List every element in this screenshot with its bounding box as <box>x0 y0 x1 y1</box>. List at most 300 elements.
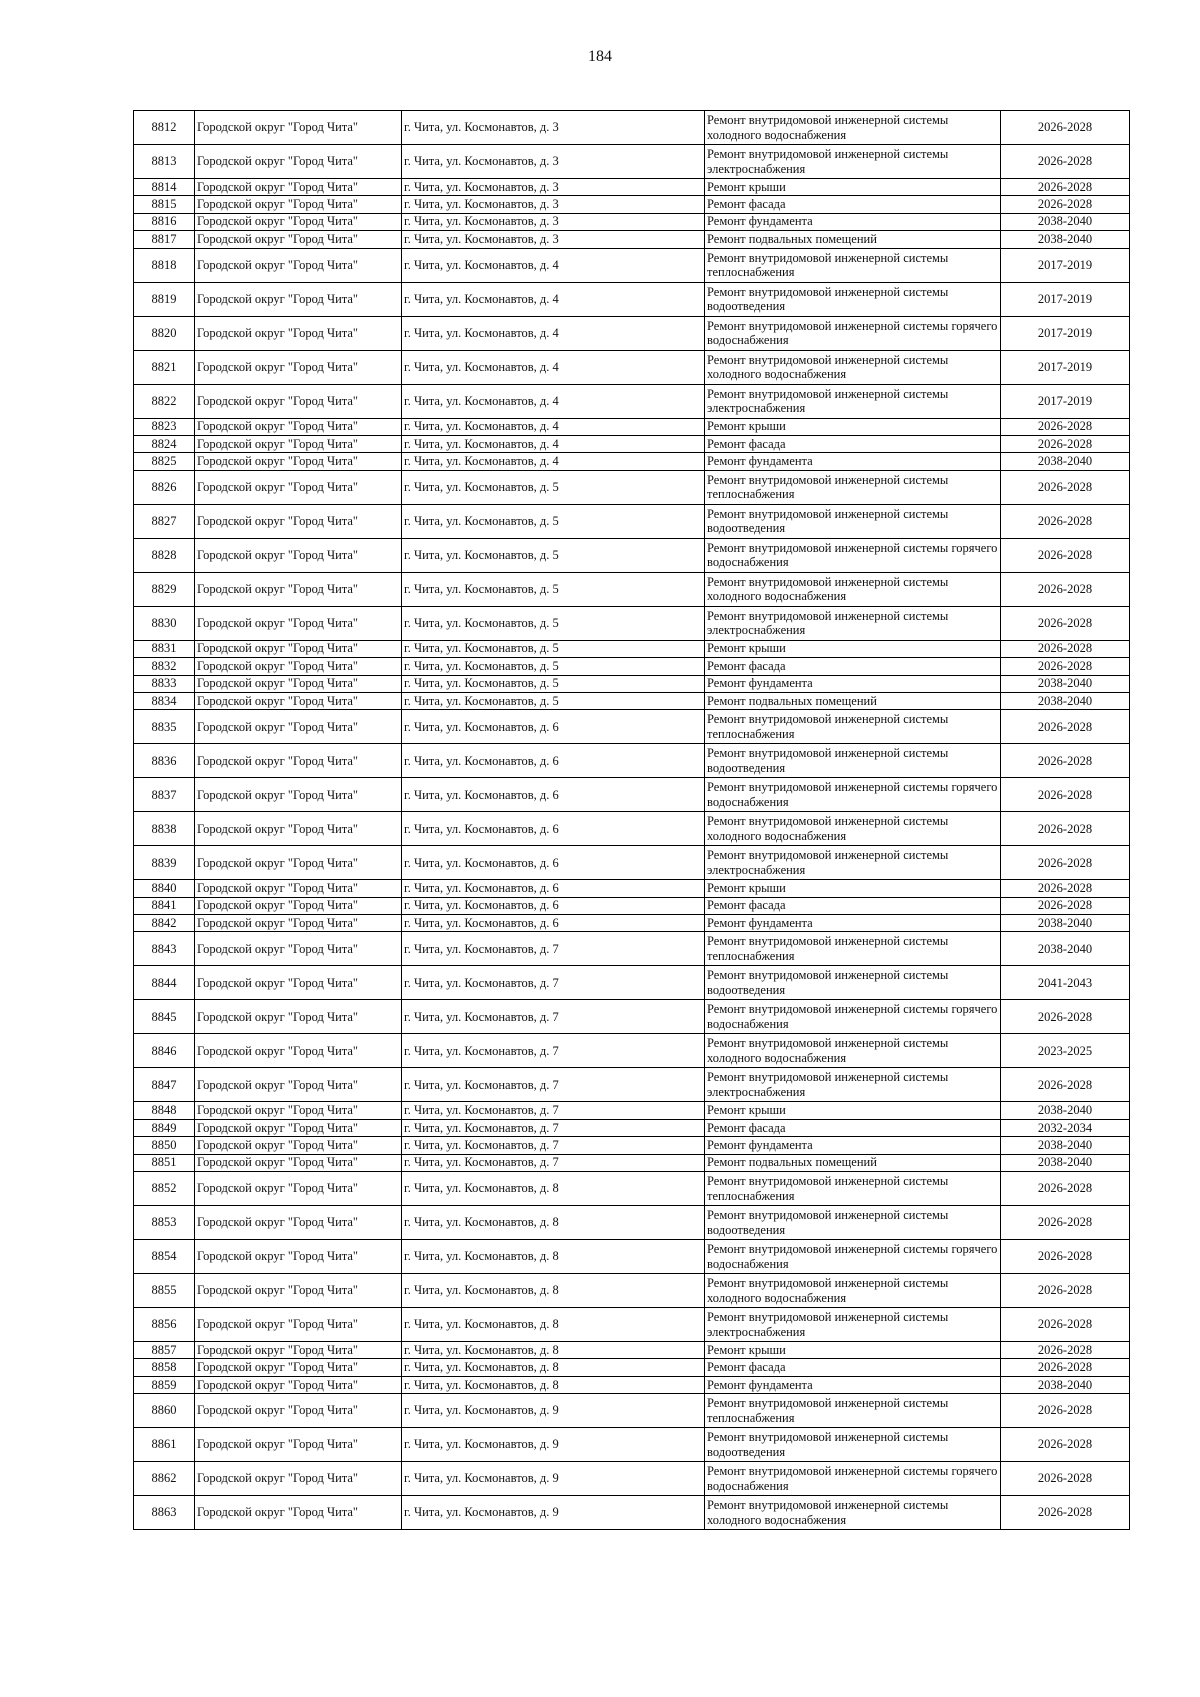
row-number: 8853 <box>134 1206 195 1240</box>
address-cell: г. Чита, ул. Космонавтов, д. 5 <box>402 640 705 657</box>
work-type-cell: Ремонт внутридомовой инженерной системы электроснабжения <box>705 145 1001 179</box>
period-cell: 2017-2019 <box>1001 316 1130 350</box>
table-row <box>134 1308 1130 1342</box>
table-row <box>134 1240 1130 1274</box>
address-cell: г. Чита, ул. Космонавтов, д. 6 <box>402 880 705 897</box>
address-cell: г. Чита, ул. Космонавтов, д. 7 <box>402 1119 705 1136</box>
row-number: 8825 <box>134 453 195 470</box>
table-row <box>134 418 1130 435</box>
address-cell: г. Чита, ул. Космонавтов, д. 4 <box>402 316 705 350</box>
row-number: 8858 <box>134 1359 195 1376</box>
table-row <box>134 1428 1130 1462</box>
municipality-cell: Городской округ "Город Чита" <box>195 932 402 966</box>
municipality-cell: Городской округ "Город Чита" <box>195 1119 402 1136</box>
work-type-cell: Ремонт крыши <box>705 1102 1001 1119</box>
row-number: 8828 <box>134 538 195 572</box>
work-type-cell: Ремонт фасада <box>705 1359 1001 1376</box>
address-cell: г. Чита, ул. Космонавтов, д. 5 <box>402 538 705 572</box>
work-type-cell: Ремонт внутридомовой инженерной системы электроснабжения <box>705 606 1001 640</box>
table-row <box>134 915 1130 932</box>
address-cell: г. Чита, ул. Космонавтов, д. 6 <box>402 778 705 812</box>
municipality-cell: Городской округ "Город Чита" <box>195 1000 402 1034</box>
period-cell: 2026-2028 <box>1001 1308 1130 1342</box>
table-row <box>134 1274 1130 1308</box>
address-cell: г. Чита, ул. Космонавтов, д. 4 <box>402 350 705 384</box>
work-type-cell: Ремонт внутридомовой инженерной системы теплоснабжения <box>705 932 1001 966</box>
table-row <box>134 966 1130 1000</box>
table-row <box>134 710 1130 744</box>
table-row <box>134 213 1130 230</box>
work-type-cell: Ремонт внутридомовой инженерной системы холодного водоснабжения <box>705 1496 1001 1530</box>
municipality-cell: Городской округ "Город Чита" <box>195 248 402 282</box>
table-row <box>134 179 1130 196</box>
row-number: 8835 <box>134 710 195 744</box>
period-cell: 2026-2028 <box>1001 658 1130 675</box>
work-type-cell: Ремонт подвальных помещений <box>705 692 1001 709</box>
work-type-cell: Ремонт внутридомовой инженерной системы теплоснабжения <box>705 470 1001 504</box>
municipality-cell: Городской округ "Город Чита" <box>195 744 402 778</box>
row-number: 8856 <box>134 1308 195 1342</box>
period-cell: 2026-2028 <box>1001 1274 1130 1308</box>
table-row <box>134 572 1130 606</box>
row-number: 8841 <box>134 897 195 914</box>
row-number: 8816 <box>134 213 195 230</box>
address-cell: г. Чита, ул. Космонавтов, д. 6 <box>402 897 705 914</box>
address-cell: г. Чита, ул. Космонавтов, д. 7 <box>402 1137 705 1154</box>
address-cell: г. Чита, ул. Космонавтов, д. 3 <box>402 231 705 248</box>
work-type-cell: Ремонт фундамента <box>705 675 1001 692</box>
work-type-cell: Ремонт внутридомовой инженерной системы холодного водоснабжения <box>705 572 1001 606</box>
address-cell: г. Чита, ул. Космонавтов, д. 7 <box>402 1102 705 1119</box>
municipality-cell: Городской округ "Город Чита" <box>195 282 402 316</box>
address-cell: г. Чита, ул. Космонавтов, д. 8 <box>402 1206 705 1240</box>
table-body <box>134 111 1130 1530</box>
table-row <box>134 145 1130 179</box>
address-cell: г. Чита, ул. Космонавтов, д. 7 <box>402 1068 705 1102</box>
address-cell: г. Чита, ул. Космонавтов, д. 7 <box>402 1000 705 1034</box>
period-cell: 2017-2019 <box>1001 350 1130 384</box>
row-number: 8840 <box>134 880 195 897</box>
period-cell: 2026-2028 <box>1001 1428 1130 1462</box>
row-number: 8817 <box>134 231 195 248</box>
municipality-cell: Городской округ "Город Чита" <box>195 1206 402 1240</box>
address-cell: г. Чита, ул. Космонавтов, д. 8 <box>402 1274 705 1308</box>
period-cell: 2026-2028 <box>1001 880 1130 897</box>
municipality-cell: Городской округ "Город Чита" <box>195 1172 402 1206</box>
municipality-cell: Городской округ "Город Чита" <box>195 1137 402 1154</box>
period-cell: 2023-2025 <box>1001 1034 1130 1068</box>
municipality-cell: Городской округ "Город Чита" <box>195 915 402 932</box>
table-row <box>134 658 1130 675</box>
work-type-cell: Ремонт крыши <box>705 1342 1001 1359</box>
municipality-cell: Городской округ "Город Чита" <box>195 435 402 452</box>
period-cell: 2017-2019 <box>1001 248 1130 282</box>
address-cell: г. Чита, ул. Космонавтов, д. 4 <box>402 384 705 418</box>
row-number: 8839 <box>134 846 195 880</box>
address-cell: г. Чита, ул. Космонавтов, д. 5 <box>402 606 705 640</box>
table-row <box>134 675 1130 692</box>
period-cell: 2038-2040 <box>1001 915 1130 932</box>
work-type-cell: Ремонт фундамента <box>705 915 1001 932</box>
row-number: 8827 <box>134 504 195 538</box>
period-cell: 2038-2040 <box>1001 692 1130 709</box>
work-type-cell: Ремонт внутридомовой инженерной системы теплоснабжения <box>705 1394 1001 1428</box>
address-cell: г. Чита, ул. Космонавтов, д. 5 <box>402 504 705 538</box>
municipality-cell: Городской округ "Город Чита" <box>195 812 402 846</box>
table-row <box>134 1496 1130 1530</box>
work-type-cell: Ремонт фасада <box>705 658 1001 675</box>
period-cell: 2026-2028 <box>1001 418 1130 435</box>
table-row <box>134 1376 1130 1393</box>
address-cell: г. Чита, ул. Космонавтов, д. 9 <box>402 1428 705 1462</box>
table-row <box>134 606 1130 640</box>
table-row <box>134 196 1130 213</box>
address-cell: г. Чита, ул. Космонавтов, д. 5 <box>402 692 705 709</box>
row-number: 8830 <box>134 606 195 640</box>
address-cell: г. Чита, ул. Космонавтов, д. 5 <box>402 572 705 606</box>
table-row <box>134 1394 1130 1428</box>
row-number: 8821 <box>134 350 195 384</box>
row-number: 8815 <box>134 196 195 213</box>
work-type-cell: Ремонт внутридомовой инженерной системы водоотведения <box>705 1428 1001 1462</box>
period-cell: 2026-2028 <box>1001 606 1130 640</box>
period-cell: 2038-2040 <box>1001 932 1130 966</box>
municipality-cell: Городской округ "Город Чита" <box>195 966 402 1000</box>
work-type-cell: Ремонт фундамента <box>705 213 1001 230</box>
municipality-cell: Городской округ "Город Чита" <box>195 1034 402 1068</box>
municipality-cell: Городской округ "Город Чита" <box>195 538 402 572</box>
table-row <box>134 880 1130 897</box>
row-number: 8833 <box>134 675 195 692</box>
work-type-cell: Ремонт внутридомовой инженерной системы холодного водоснабжения <box>705 812 1001 846</box>
repair-schedule-table <box>133 110 1130 1530</box>
work-type-cell: Ремонт внутридомовой инженерной системы электроснабжения <box>705 1068 1001 1102</box>
work-type-cell: Ремонт внутридомовой инженерной системы теплоснабжения <box>705 248 1001 282</box>
address-cell: г. Чита, ул. Космонавтов, д. 7 <box>402 1034 705 1068</box>
row-number: 8838 <box>134 812 195 846</box>
municipality-cell: Городской округ "Город Чита" <box>195 196 402 213</box>
address-cell: г. Чита, ул. Космонавтов, д. 9 <box>402 1462 705 1496</box>
row-number: 8851 <box>134 1154 195 1171</box>
address-cell: г. Чита, ул. Космонавтов, д. 4 <box>402 282 705 316</box>
address-cell: г. Чита, ул. Космонавтов, д. 3 <box>402 145 705 179</box>
address-cell: г. Чита, ул. Космонавтов, д. 7 <box>402 932 705 966</box>
row-number: 8819 <box>134 282 195 316</box>
municipality-cell: Городской округ "Город Чита" <box>195 111 402 145</box>
work-type-cell: Ремонт фасада <box>705 897 1001 914</box>
table-row <box>134 1342 1130 1359</box>
row-number: 8861 <box>134 1428 195 1462</box>
work-type-cell: Ремонт крыши <box>705 418 1001 435</box>
municipality-cell: Городской округ "Город Чита" <box>195 897 402 914</box>
table-row <box>134 538 1130 572</box>
row-number: 8847 <box>134 1068 195 1102</box>
period-cell: 2038-2040 <box>1001 213 1130 230</box>
address-cell: г. Чита, ул. Космонавтов, д. 4 <box>402 435 705 452</box>
work-type-cell: Ремонт подвальных помещений <box>705 231 1001 248</box>
work-type-cell: Ремонт крыши <box>705 640 1001 657</box>
table-row <box>134 384 1130 418</box>
address-cell: г. Чита, ул. Космонавтов, д. 3 <box>402 179 705 196</box>
period-cell: 2026-2028 <box>1001 1240 1130 1274</box>
period-cell: 2038-2040 <box>1001 1376 1130 1393</box>
work-type-cell: Ремонт фасада <box>705 435 1001 452</box>
row-number: 8837 <box>134 778 195 812</box>
work-type-cell: Ремонт крыши <box>705 179 1001 196</box>
table-row <box>134 1102 1130 1119</box>
table-row <box>134 744 1130 778</box>
work-type-cell: Ремонт внутридомовой инженерной системы электроснабжения <box>705 1308 1001 1342</box>
period-cell: 2026-2028 <box>1001 179 1130 196</box>
table-row <box>134 1154 1130 1171</box>
row-number: 8822 <box>134 384 195 418</box>
work-type-cell: Ремонт подвальных помещений <box>705 1154 1001 1171</box>
work-type-cell: Ремонт внутридомовой инженерной системы холодного водоснабжения <box>705 1274 1001 1308</box>
period-cell: 2026-2028 <box>1001 778 1130 812</box>
row-number: 8829 <box>134 572 195 606</box>
period-cell: 2038-2040 <box>1001 1137 1130 1154</box>
municipality-cell: Городской округ "Город Чита" <box>195 710 402 744</box>
municipality-cell: Городской округ "Город Чита" <box>195 692 402 709</box>
table-row <box>134 1137 1130 1154</box>
row-number: 8844 <box>134 966 195 1000</box>
address-cell: г. Чита, ул. Космонавтов, д. 5 <box>402 470 705 504</box>
page-number: 184 <box>588 48 612 65</box>
table-row <box>134 846 1130 880</box>
table-row <box>134 435 1130 452</box>
municipality-cell: Городской округ "Город Чита" <box>195 606 402 640</box>
work-type-cell: Ремонт внутридомовой инженерной системы горячего водоснабжения <box>705 1462 1001 1496</box>
table-row <box>134 932 1130 966</box>
period-cell: 2026-2028 <box>1001 1000 1130 1034</box>
work-type-cell: Ремонт крыши <box>705 880 1001 897</box>
period-cell: 2026-2028 <box>1001 1359 1130 1376</box>
municipality-cell: Городской округ "Город Чита" <box>195 1496 402 1530</box>
work-type-cell: Ремонт фундамента <box>705 1376 1001 1393</box>
period-cell: 2026-2028 <box>1001 846 1130 880</box>
period-cell: 2026-2028 <box>1001 1496 1130 1530</box>
address-cell: г. Чита, ул. Космонавтов, д. 9 <box>402 1394 705 1428</box>
work-type-cell: Ремонт внутридомовой инженерной системы горячего водоснабжения <box>705 538 1001 572</box>
address-cell: г. Чита, ул. Космонавтов, д. 3 <box>402 213 705 230</box>
row-number: 8848 <box>134 1102 195 1119</box>
period-cell: 2026-2028 <box>1001 196 1130 213</box>
work-type-cell: Ремонт фасада <box>705 1119 1001 1136</box>
municipality-cell: Городской округ "Город Чита" <box>195 350 402 384</box>
work-type-cell: Ремонт фундамента <box>705 453 1001 470</box>
row-number: 8850 <box>134 1137 195 1154</box>
work-type-cell: Ремонт внутридомовой инженерной системы теплоснабжения <box>705 1172 1001 1206</box>
municipality-cell: Городской округ "Город Чита" <box>195 1394 402 1428</box>
row-number: 8812 <box>134 111 195 145</box>
row-number: 8814 <box>134 179 195 196</box>
work-type-cell: Ремонт внутридомовой инженерной системы электроснабжения <box>705 846 1001 880</box>
municipality-cell: Городской округ "Город Чита" <box>195 1342 402 1359</box>
row-number: 8831 <box>134 640 195 657</box>
table-row <box>134 248 1130 282</box>
row-number: 8846 <box>134 1034 195 1068</box>
period-cell: 2026-2028 <box>1001 504 1130 538</box>
municipality-cell: Городской округ "Город Чита" <box>195 658 402 675</box>
period-cell: 2026-2028 <box>1001 435 1130 452</box>
municipality-cell: Городской округ "Город Чита" <box>195 316 402 350</box>
period-cell: 2038-2040 <box>1001 1154 1130 1171</box>
municipality-cell: Городской округ "Город Чита" <box>195 453 402 470</box>
row-number: 8854 <box>134 1240 195 1274</box>
municipality-cell: Городской округ "Город Чита" <box>195 675 402 692</box>
table-row <box>134 504 1130 538</box>
table-row <box>134 231 1130 248</box>
work-type-cell: Ремонт фундамента <box>705 1137 1001 1154</box>
work-type-cell: Ремонт внутридомовой инженерной системы водоотведения <box>705 966 1001 1000</box>
work-type-cell: Ремонт внутридомовой инженерной системы горячего водоснабжения <box>705 1240 1001 1274</box>
period-cell: 2026-2028 <box>1001 538 1130 572</box>
work-type-cell: Ремонт внутридомовой инженерной системы водоотведения <box>705 504 1001 538</box>
municipality-cell: Городской округ "Город Чита" <box>195 418 402 435</box>
address-cell: г. Чита, ул. Космонавтов, д. 4 <box>402 453 705 470</box>
row-number: 8818 <box>134 248 195 282</box>
address-cell: г. Чита, ул. Космонавтов, д. 5 <box>402 658 705 675</box>
period-cell: 2026-2028 <box>1001 710 1130 744</box>
work-type-cell: Ремонт внутридомовой инженерной системы теплоснабжения <box>705 710 1001 744</box>
address-cell: г. Чита, ул. Космонавтов, д. 3 <box>402 111 705 145</box>
period-cell: 2041-2043 <box>1001 966 1130 1000</box>
work-type-cell: Ремонт внутридомовой инженерной системы холодного водоснабжения <box>705 1034 1001 1068</box>
address-cell: г. Чита, ул. Космонавтов, д. 6 <box>402 915 705 932</box>
period-cell: 2026-2028 <box>1001 111 1130 145</box>
table-row <box>134 316 1130 350</box>
period-cell: 2026-2028 <box>1001 1342 1130 1359</box>
municipality-cell: Городской округ "Город Чита" <box>195 213 402 230</box>
work-type-cell: Ремонт внутридомовой инженерной системы горячего водоснабжения <box>705 1000 1001 1034</box>
municipality-cell: Городской округ "Город Чита" <box>195 1068 402 1102</box>
work-type-cell: Ремонт внутридомовой инженерной системы водоотведения <box>705 1206 1001 1240</box>
table-row <box>134 350 1130 384</box>
address-cell: г. Чита, ул. Космонавтов, д. 6 <box>402 710 705 744</box>
address-cell: г. Чита, ул. Космонавтов, д. 6 <box>402 812 705 846</box>
municipality-cell: Городской округ "Город Чита" <box>195 1240 402 1274</box>
period-cell: 2026-2028 <box>1001 812 1130 846</box>
period-cell: 2017-2019 <box>1001 384 1130 418</box>
row-number: 8862 <box>134 1462 195 1496</box>
row-number: 8860 <box>134 1394 195 1428</box>
period-cell: 2026-2028 <box>1001 1394 1130 1428</box>
municipality-cell: Городской округ "Город Чита" <box>195 1154 402 1171</box>
row-number: 8824 <box>134 435 195 452</box>
work-type-cell: Ремонт внутридомовой инженерной системы электроснабжения <box>705 384 1001 418</box>
address-cell: г. Чита, ул. Космонавтов, д. 9 <box>402 1496 705 1530</box>
municipality-cell: Городской округ "Город Чита" <box>195 384 402 418</box>
municipality-cell: Городской округ "Город Чита" <box>195 572 402 606</box>
municipality-cell: Городской округ "Город Чита" <box>195 1274 402 1308</box>
period-cell: 2026-2028 <box>1001 572 1130 606</box>
municipality-cell: Городской округ "Город Чита" <box>195 504 402 538</box>
period-cell: 2038-2040 <box>1001 231 1130 248</box>
row-number: 8836 <box>134 744 195 778</box>
row-number: 8813 <box>134 145 195 179</box>
period-cell: 2026-2028 <box>1001 470 1130 504</box>
address-cell: г. Чита, ул. Космонавтов, д. 8 <box>402 1240 705 1274</box>
municipality-cell: Городской округ "Город Чита" <box>195 145 402 179</box>
table-row <box>134 640 1130 657</box>
municipality-cell: Городской округ "Город Чита" <box>195 880 402 897</box>
row-number: 8834 <box>134 692 195 709</box>
period-cell: 2026-2028 <box>1001 1462 1130 1496</box>
address-cell: г. Чита, ул. Космонавтов, д. 3 <box>402 196 705 213</box>
municipality-cell: Городской округ "Город Чита" <box>195 640 402 657</box>
address-cell: г. Чита, ул. Космонавтов, д. 6 <box>402 846 705 880</box>
period-cell: 2026-2028 <box>1001 1206 1130 1240</box>
period-cell: 2038-2040 <box>1001 453 1130 470</box>
municipality-cell: Городской округ "Город Чита" <box>195 846 402 880</box>
row-number: 8843 <box>134 932 195 966</box>
address-cell: г. Чита, ул. Космонавтов, д. 6 <box>402 744 705 778</box>
row-number: 8859 <box>134 1376 195 1393</box>
row-number: 8855 <box>134 1274 195 1308</box>
row-number: 8845 <box>134 1000 195 1034</box>
table-row <box>134 1359 1130 1376</box>
table-row <box>134 1000 1130 1034</box>
table-row <box>134 1206 1130 1240</box>
table-row <box>134 1068 1130 1102</box>
period-cell: 2032-2034 <box>1001 1119 1130 1136</box>
work-type-cell: Ремонт внутридомовой инженерной системы холодного водоснабжения <box>705 350 1001 384</box>
municipality-cell: Городской округ "Город Чита" <box>195 778 402 812</box>
work-type-cell: Ремонт внутридомовой инженерной системы водоотведения <box>705 282 1001 316</box>
work-type-cell: Ремонт внутридомовой инженерной системы горячего водоснабжения <box>705 316 1001 350</box>
address-cell: г. Чита, ул. Космонавтов, д. 7 <box>402 1154 705 1171</box>
municipality-cell: Городской округ "Город Чита" <box>195 231 402 248</box>
address-cell: г. Чита, ул. Космонавтов, д. 8 <box>402 1376 705 1393</box>
row-number: 8842 <box>134 915 195 932</box>
period-cell: 2017-2019 <box>1001 282 1130 316</box>
row-number: 8849 <box>134 1119 195 1136</box>
table-row <box>134 470 1130 504</box>
row-number: 8826 <box>134 470 195 504</box>
table-row <box>134 1119 1130 1136</box>
address-cell: г. Чита, ул. Космонавтов, д. 4 <box>402 418 705 435</box>
period-cell: 2026-2028 <box>1001 640 1130 657</box>
work-type-cell: Ремонт внутридомовой инженерной системы водоотведения <box>705 744 1001 778</box>
table-row <box>134 111 1130 145</box>
municipality-cell: Городской округ "Город Чита" <box>195 470 402 504</box>
work-type-cell: Ремонт внутридомовой инженерной системы горячего водоснабжения <box>705 778 1001 812</box>
row-number: 8857 <box>134 1342 195 1359</box>
row-number: 8852 <box>134 1172 195 1206</box>
municipality-cell: Городской округ "Город Чита" <box>195 179 402 196</box>
address-cell: г. Чита, ул. Космонавтов, д. 5 <box>402 675 705 692</box>
address-cell: г. Чита, ул. Космонавтов, д. 4 <box>402 248 705 282</box>
municipality-cell: Городской округ "Город Чита" <box>195 1376 402 1393</box>
period-cell: 2026-2028 <box>1001 744 1130 778</box>
table-row <box>134 1034 1130 1068</box>
work-type-cell: Ремонт фасада <box>705 196 1001 213</box>
address-cell: г. Чита, ул. Космонавтов, д. 7 <box>402 966 705 1000</box>
row-number: 8832 <box>134 658 195 675</box>
period-cell: 2026-2028 <box>1001 897 1130 914</box>
row-number: 8863 <box>134 1496 195 1530</box>
table-row <box>134 282 1130 316</box>
address-cell: г. Чита, ул. Космонавтов, д. 8 <box>402 1342 705 1359</box>
table-row <box>134 1172 1130 1206</box>
municipality-cell: Городской округ "Город Чита" <box>195 1428 402 1462</box>
period-cell: 2038-2040 <box>1001 675 1130 692</box>
period-cell: 2026-2028 <box>1001 1172 1130 1206</box>
period-cell: 2026-2028 <box>1001 145 1130 179</box>
address-cell: г. Чита, ул. Космонавтов, д. 8 <box>402 1172 705 1206</box>
municipality-cell: Городской округ "Город Чита" <box>195 1462 402 1496</box>
table-row <box>134 1462 1130 1496</box>
